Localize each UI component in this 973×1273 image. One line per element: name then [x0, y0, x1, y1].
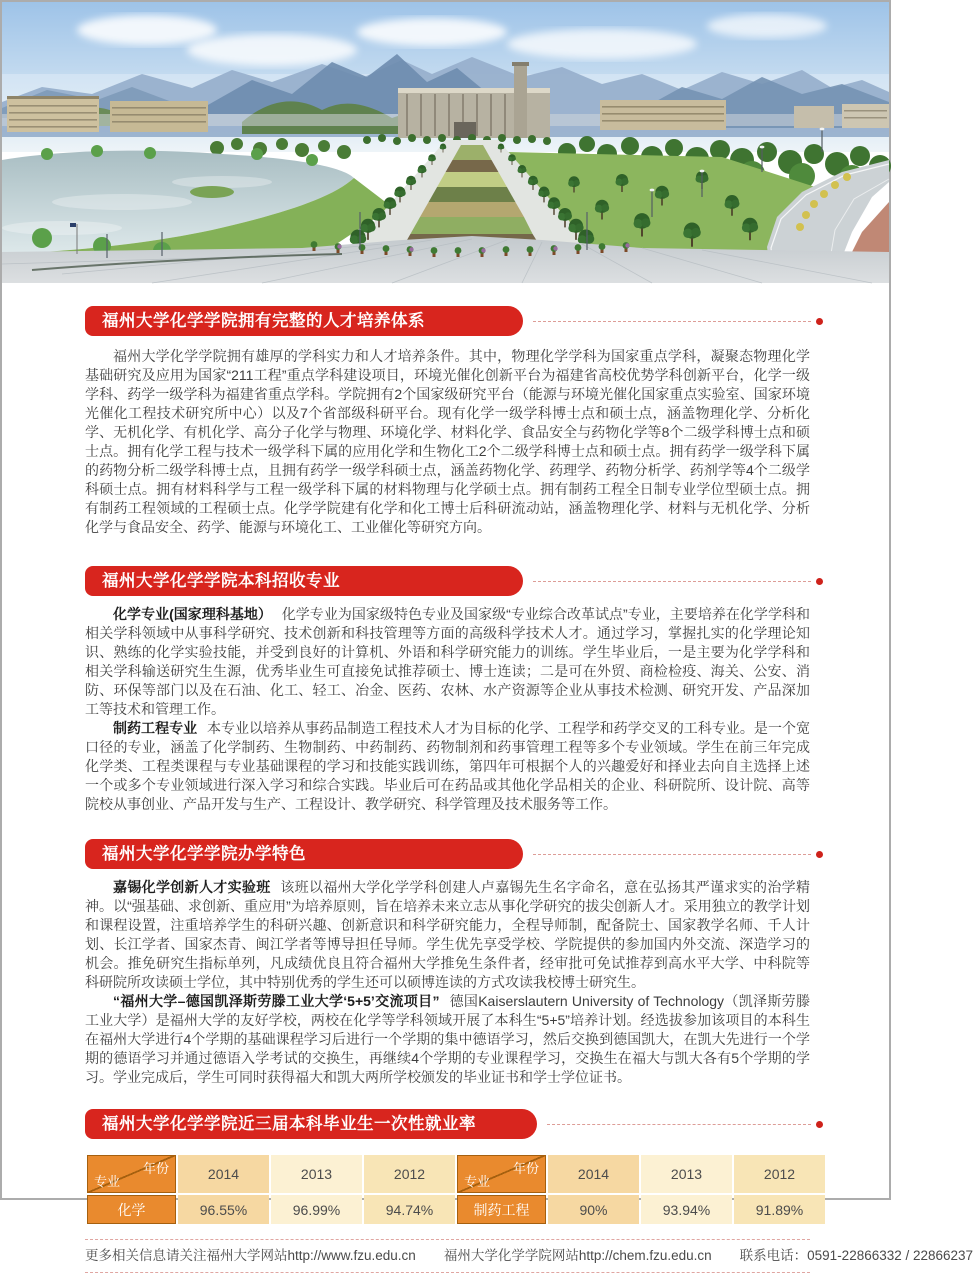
table-header-row	[87, 1155, 825, 1193]
heading-end-dot	[816, 851, 823, 858]
section-undergraduate-majors	[85, 566, 810, 814]
rate-cell: 96.55%	[178, 1195, 269, 1224]
section-heading-1	[85, 306, 823, 336]
rate-cell: 96.99%	[271, 1195, 362, 1224]
corner-major-label: 专业	[94, 1174, 121, 1189]
paragraph-text: 化学专业为国家级特色专业及国家级“专业综合改革试点”专业，主要培养在化学学科和相关学科领域中从事科学研究、技术创新和科技管理等方面的高级科学技术人才。通过学习，掌握扎实的化学理论知识、熟练的化学实验技能，并受到良好的计算机、外语和科学研究能力的训练。学生毕业后，一是主要为化学学科和相关学科输送研究生生源，优秀毕业生可直接免试推荐硕士、博士连读；二是可在外贸、商检检疫、海关、公安、消防、环保等部门以及在石油、化工、轻工、冶金、医药、农林、水产资源等企业从事技术检测、研究开发、产品深加工等技术和管理工作。	[85, 606, 810, 717]
paragraph-text: 福州大学化学学院拥有雄厚的学科实力和人才培养条件。其中，物理化学学科为国家重点学科，凝聚态物理化学基础研究及应用为国家“211工程”重点学科建设项目，环境光催化创新平台为福建省高校优势学科创新平台，化学一级学科、药学一级学科为福建省重点学科。学院拥有2个国家级研究平台（能源与环境光催化国家重点实验室、国家环境光催化工程技术研究所中心）以及7个省部级科研平台。现有化学一级学科博士点和硕士点，涵盖物理化学、分析化学、无机化学、有机化学、高分子化学与物理、环境化学、材料化学、食品安全与药物化学等8个二级学科博士点和硕士点。拥有化学工程与技术一级学科下属的应用化学和生物化工2个二级学科博士点和硕士点。拥有药学一级学科下属的药物分析二级学科博士点，且拥有药学一级学科硕士点，涵盖药物化学、药理学、药物分析学、药剂学等4个二级学科硕士点。拥有材料科学与工程一级学科下属的材料物理与化学硕士点。拥有制药工程全日制专业学位型硕士点。拥有制药工程领域的工程硕士点。化学学院建有化学和化工博士后科研流动站，涵盖物理化学、材料与无机化学、分析化学与食品安全、药学、能源与环境化工、工业催化等研究方向。	[85, 348, 810, 535]
section-school-features	[85, 839, 810, 1087]
footer	[85, 1246, 973, 1265]
paragraph-text: 本专业以培养从事药品制造工程技术人才为目标的化学、工程学和药学交叉的工科专业。是一个宽口径的专业，涵盖了化学制药、生物制药、中药制药、药物制剂和药事管理工程等多个专业领域。学生在前三年完成化学类、工程类课程与专业基础课程的学习和技能实践训练，第四年可根据个人的兴趣爱好和择业去向自主选择上述一个或多个专业领域进行深入学习和综合实践。毕业后可在药品或其他化学品相关的企业、科研院所、设计院、高等院校从事创业、产品开发与生产、工程设计、教学研究、科学管理及技术服务等工作。	[85, 720, 811, 812]
paragraph-chemistry-major	[85, 605, 810, 719]
section-title-2: 福州大学化学学院本科招收专业	[85, 566, 523, 596]
major-cell: 制药工程	[457, 1195, 546, 1224]
year-header: 2014	[548, 1155, 639, 1193]
heading-end-dot	[816, 1121, 823, 1128]
section-employment-rate	[85, 1109, 810, 1226]
table-data-row	[87, 1195, 825, 1224]
paragraph-text: 该班以福州大学化学学科创建人卢嘉锡先生名字命名，意在弘扬其严谨求实的治学精神。以“强基础、求创新、重应用”为培养原则，旨在培养未来立志从事化学研究的拔尖创新人才。采用独立的教学计划和课程设置，注重培养学生的科研兴趣、创新意识和科学研究能力，全程导师制，配备院士、国家教学名师、千人计划、长江学者、国家杰青、闽江学者等博导担任导师。学生优先享受学校、学院提供的参加国内外交流、深造学习的机会。推免研究生指标单列，凡成绩优良且符合福州大学推免生条件者，经审批可免试推荐到高水平大学、中科院等科研院所攻读硕士学位，其中特别优秀的学生还可以硕博连读的方式攻读我校博士研究生。	[85, 879, 811, 990]
footer-university-site: 更多相关信息请关注福州大学网站http://www.fzu.edu.cn	[85, 1248, 416, 1263]
year-header: 2013	[271, 1155, 362, 1193]
footer-divider-top	[85, 1239, 810, 1240]
section-talent-system	[85, 306, 810, 537]
year-header: 2013	[641, 1155, 732, 1193]
page-content	[2, 306, 973, 1273]
paragraph-text: 德国Kaiserslautern University of Technology（凯泽斯劳滕工业大学）是福州大学的友好学校，两校在化学等学科领域开展了本科生“5+5”培养计划。经选拔参加该项目的本科生在福州大学进行4个学期的基础课程学习后进行一个学期的集中德语学习，然后交换到德国凯大，在凯大先进行一个学期的德语学习并通过德语入学考试的交换生，再继续4个学期的专业课程学习，交换生在福大与凯大各有5个学期的学习。学业完成后，学生可同时获得福大和凯大两所学校颁发的毕业证书和学士学位证书。	[85, 993, 811, 1085]
paragraph-overview	[85, 347, 810, 537]
section-title-4: 福州大学化学学院近三届本科毕业生一次性就业率	[85, 1109, 537, 1139]
paragraph-lead: 制药工程专业	[113, 720, 198, 736]
campus-panorama-photo	[2, 2, 889, 283]
heading-end-dot	[816, 318, 823, 325]
section-heading-2	[85, 566, 823, 596]
section-title-1: 福州大学化学学院拥有完整的人才培养体系	[85, 306, 523, 336]
heading-dashed-line	[533, 581, 811, 582]
heading-dashed-line	[533, 321, 811, 322]
heading-dashed-line	[533, 854, 811, 855]
footer-college-site: 福州大学化学学院网站http://chem.fzu.edu.cn	[443, 1248, 712, 1263]
paragraph-lead: 化学专业(国家理科基地）	[113, 606, 272, 622]
major-cell: 化学	[87, 1195, 176, 1224]
rate-cell: 91.89%	[734, 1195, 825, 1224]
footer-phone: 联系电话：0591-22866332 / 22866237	[739, 1248, 973, 1263]
rate-cell: 93.94%	[641, 1195, 732, 1224]
heading-dashed-line	[547, 1124, 811, 1125]
table-corner-cell	[457, 1155, 546, 1193]
paragraph-exchange-program	[85, 992, 810, 1087]
campus-photo-illustration	[2, 2, 889, 283]
corner-major-label: 专业	[464, 1174, 491, 1189]
paragraph-pharma-major	[85, 719, 810, 814]
year-header: 2012	[364, 1155, 455, 1193]
year-header: 2014	[178, 1155, 269, 1193]
paragraph-jiaxi-class	[85, 878, 810, 992]
table-corner-cell	[87, 1155, 176, 1193]
employment-rate-table	[85, 1153, 827, 1226]
section-heading-4	[85, 1109, 823, 1139]
section-heading-3	[85, 839, 823, 869]
year-header: 2012	[734, 1155, 825, 1193]
paragraph-lead: “福州大学–德国凯泽斯劳滕工业大学‘5+5’交流项目”	[113, 993, 440, 1009]
heading-end-dot	[816, 578, 823, 585]
rate-cell: 90%	[548, 1195, 639, 1224]
section-title-3: 福州大学化学学院办学特色	[85, 839, 523, 869]
corner-year-label: 年份	[142, 1161, 169, 1176]
paragraph-lead: 嘉锡化学创新人才实验班	[113, 879, 271, 895]
corner-year-label: 年份	[512, 1161, 539, 1176]
rate-cell: 94.74%	[364, 1195, 455, 1224]
